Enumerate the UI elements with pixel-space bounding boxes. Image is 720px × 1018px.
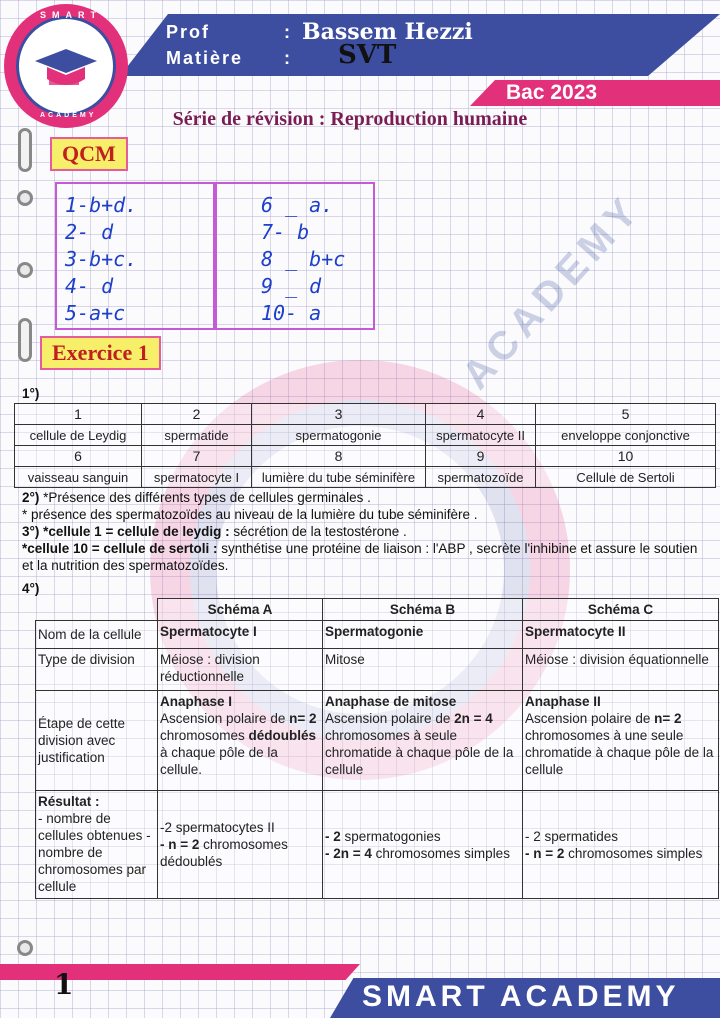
table-cell: Spermatogonie	[323, 621, 523, 649]
schema-table	[35, 598, 719, 899]
stage-text: Ascension polaire de	[160, 711, 290, 726]
binder-hole	[17, 940, 33, 956]
result-text: chromosomes simples	[371, 845, 510, 861]
question-1-label: 1°)	[22, 386, 40, 401]
stage-text: chromosomes	[160, 728, 249, 743]
question-2-number: 2°)	[22, 490, 40, 505]
table-header: Schéma C	[523, 599, 719, 621]
result-key: - 2n = 4	[325, 845, 372, 861]
qcm-answer: 2- d	[65, 220, 114, 244]
table-cell: Spermatocyte II	[523, 621, 719, 649]
qcm-answer: 1-b+d.	[65, 193, 138, 217]
prof-label: Prof	[166, 22, 210, 42]
watermark-text: ACADEMY	[453, 186, 650, 398]
stage-key: dédoublés	[248, 728, 317, 743]
stage-text: Ascension polaire de	[325, 711, 455, 726]
result-label-detail: - nombre de cellules obtenues - nombre de chromosomes par cellule	[38, 811, 151, 894]
table-cell: Spermatocyte I	[158, 621, 323, 649]
stage-title: Anaphase II	[525, 694, 601, 709]
binder-ring	[18, 318, 32, 362]
table-cell: spermatozoïde	[426, 467, 536, 488]
table-cell: spermatide	[142, 425, 252, 446]
table-cell	[523, 791, 719, 899]
table-cell: 9	[426, 446, 536, 467]
result-label: Résultat :	[38, 794, 100, 809]
table-cell: 10	[536, 446, 716, 467]
bac-year: Bac 2023	[506, 81, 598, 104]
table-cell: vaisseau sanguin	[15, 467, 142, 488]
answer-text: synthétise une protéine de liaison : l'ABP , secrète l'inhibine et assure le soutien et la nutrition des spermatozoïdes.	[22, 541, 698, 573]
row-label	[36, 791, 158, 899]
table-header: Schéma B	[323, 599, 523, 621]
page-number: 1	[54, 968, 74, 1001]
exercise-tag: Exercice 1	[40, 336, 161, 370]
qcm-tag: QCM	[50, 137, 128, 171]
qcm-answer: 3-b+c.	[65, 247, 138, 271]
table-cell	[158, 791, 323, 899]
question-3-answer	[22, 523, 712, 574]
table-cell: spermatocyte I	[142, 467, 252, 488]
answer-key: *cellule 10 = cellule de sertoli :	[22, 541, 218, 556]
stage-title: Anaphase I	[160, 694, 233, 709]
answer-key: *cellule 1 = cellule de leydig :	[39, 524, 230, 539]
result-text: spermatogonies	[340, 828, 441, 844]
stage-text: Ascension polaire de	[525, 711, 655, 726]
table-cell: 6	[15, 446, 142, 467]
table-row	[36, 599, 719, 621]
stage-key: 2n = 4	[454, 711, 493, 726]
row-label: Nom de la cellule	[36, 621, 158, 649]
result-text: chromosomes dédoublés	[160, 837, 288, 869]
qcm-right-box	[215, 182, 375, 330]
footer-brand: SMART ACADEMY	[362, 980, 680, 1013]
subject-value: SVT	[338, 40, 397, 70]
result-key: - n = 2	[525, 845, 565, 861]
question-4-label: 4°)	[22, 581, 40, 596]
table-cell: 3	[252, 404, 426, 425]
logo-center	[16, 16, 116, 116]
result-line: -2 spermatocytes II	[160, 820, 275, 835]
qcm-answer: 4- d	[65, 274, 114, 298]
qcm-answer: 8 _ b+c	[261, 247, 346, 271]
stage-text: chromosomes à seule chromatide à chaque pôle de la cellule	[325, 728, 514, 777]
stage-text: à chaque pôle de la cellule.	[160, 745, 278, 777]
table-cell: 2	[142, 404, 252, 425]
qcm-answer: 9 _ d	[261, 274, 322, 298]
row-label: Étape de cette division avec justification	[36, 691, 158, 791]
table-cell: spermatocyte II	[426, 425, 536, 446]
logo-bottom-text: ACADEMY	[40, 112, 97, 119]
table-cell: enveloppe conjonctive	[536, 425, 716, 446]
table-row	[15, 425, 716, 446]
table-cell: 7	[142, 446, 252, 467]
table-header: Schéma A	[158, 599, 323, 621]
table-cell: Mitose	[323, 649, 523, 691]
table-cell	[323, 791, 523, 899]
result-text: chromosomes simples	[564, 845, 703, 861]
subject-label: Matière	[166, 48, 244, 68]
binder-hole	[17, 262, 33, 278]
table-cell: Cellule de Sertoli	[536, 467, 716, 488]
table-cell: 1	[15, 404, 142, 425]
logo-top-text: SMART	[40, 10, 102, 20]
prof-name: Bassem Hezzi	[302, 19, 473, 45]
answer-text: sécrétion de la testostérone .	[229, 524, 407, 539]
graduation-cap-icon	[19, 19, 113, 113]
result-line: - 2 spermatides	[525, 828, 619, 844]
table-cell: 8	[252, 446, 426, 467]
stage-key: n= 2	[289, 711, 317, 726]
stage-text: chromosomes à une seule chromatide à chaque pôle de la cellule	[525, 728, 714, 777]
row-label: Type de division	[36, 649, 158, 691]
table-cell	[523, 691, 719, 791]
table-row	[15, 446, 716, 467]
table-cell: Méiose : division réductionnelle	[158, 649, 323, 691]
table-cell: lumière du tube séminifère	[252, 467, 426, 488]
result-key: - n = 2	[160, 837, 200, 852]
table-row	[36, 791, 719, 899]
stage-key: n= 2	[654, 711, 682, 726]
table-row	[36, 621, 719, 649]
answer-line: *Présence des différents types de cellules germinales .	[39, 490, 371, 505]
qcm-answer: 5-a+c	[65, 301, 126, 325]
qcm-answer: 6 _ a.	[261, 193, 334, 217]
table-cell	[323, 691, 523, 791]
answer-line: * présence des spermatozoïdes au niveau de la lumière du tube séminifère .	[22, 507, 478, 522]
question-3-number: 3°)	[22, 524, 40, 539]
stage-title: Anaphase de mitose	[325, 694, 457, 709]
identification-table	[14, 403, 716, 488]
binder-ring	[18, 128, 32, 172]
table-row	[36, 691, 719, 791]
prof-separator: :	[284, 22, 292, 42]
table-cell: 4	[426, 404, 536, 425]
qcm-answer: 7- b	[261, 220, 310, 244]
question-2-answer	[22, 489, 712, 523]
qcm-answer: 10- a	[261, 301, 322, 325]
subject-separator: :	[284, 48, 292, 68]
table-row	[36, 649, 719, 691]
binder-hole	[17, 190, 33, 206]
table-cell: spermatogonie	[252, 425, 426, 446]
table-row	[15, 404, 716, 425]
table-cell: Méiose : division équationnelle	[523, 649, 719, 691]
table-cell	[158, 691, 323, 791]
qcm-left-box	[55, 182, 215, 330]
page-title: Série de révision : Reproduction humaine	[172, 108, 528, 130]
table-cell: 5	[536, 404, 716, 425]
result-key: - 2	[325, 828, 341, 844]
table-corner	[36, 599, 158, 621]
table-cell: cellule de Leydig	[15, 425, 142, 446]
table-row	[15, 467, 716, 488]
